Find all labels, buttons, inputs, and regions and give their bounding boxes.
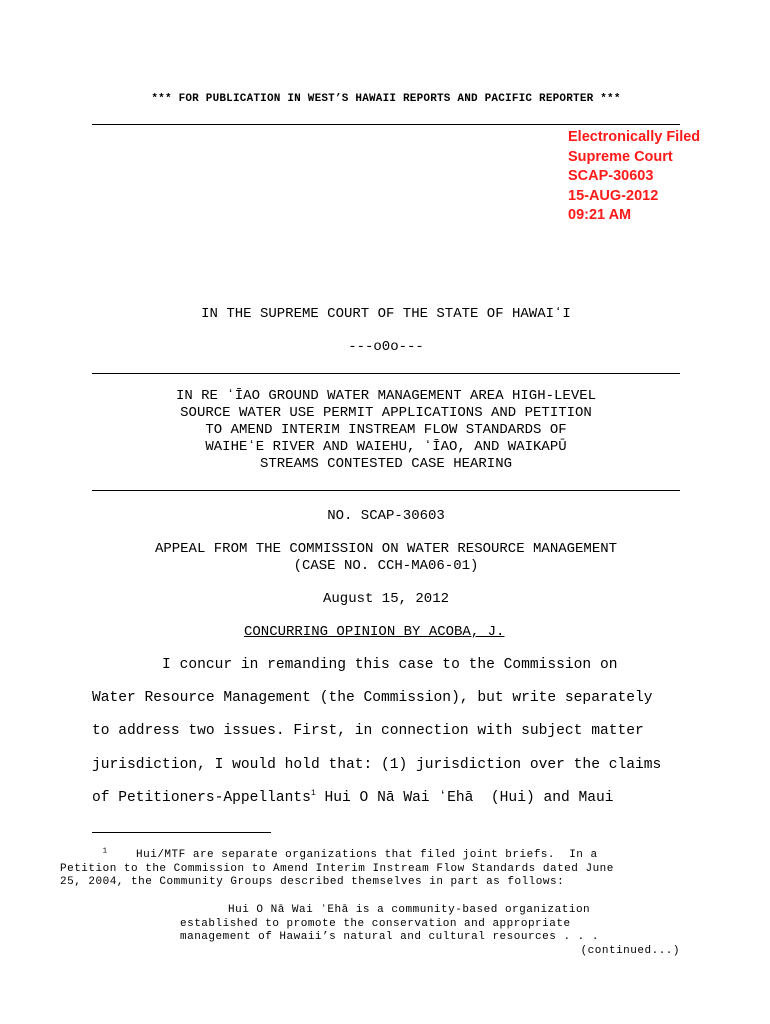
quote-line: Hui O Nā Wai ʻEhā is a community-based organization xyxy=(228,904,591,916)
footnote-reference[interactable]: 1 xyxy=(310,788,316,798)
appeal-case-number: (CASE NO. CCH-MA06-01) xyxy=(293,558,479,574)
caption-line: IN RE ʻĪAO GROUND WATER MANAGEMENT AREA HIGH-LEVEL xyxy=(175,388,597,404)
footnote-line: 25, 2004, the Community Groups described themselves in part as follows: xyxy=(60,876,565,889)
quote-line: established to promote the conservation and appropriate xyxy=(180,917,571,930)
decision-date: August 15, 2012 xyxy=(322,591,450,607)
stamp-line-time: 09:21 AM xyxy=(568,207,632,223)
quote-line: management of Hawaii’s natural and cultural resources . . . xyxy=(180,931,599,944)
publication-header: *** FOR PUBLICATION IN WEST’S HAWAII REPORTS AND PACIFIC REPORTER *** xyxy=(151,93,621,105)
body-line: to address two issues. First, in connection with subject matter xyxy=(92,723,644,740)
appeal-line: APPEAL FROM THE COMMISSION ON WATER RESOURCE MANAGEMENT xyxy=(154,541,618,557)
stamp-line-date: 15-AUG-2012 xyxy=(568,187,659,204)
footnote-rule xyxy=(92,832,271,833)
section-separator: ---o0o--- xyxy=(348,339,424,355)
footnote xyxy=(60,849,682,890)
body-line: I concur in remanding this case to the Commission on xyxy=(92,657,618,673)
electronic-filing-stamp xyxy=(568,128,700,226)
caption-line: TO AMEND INTERIM INSTREAM FLOW STANDARDS OF xyxy=(205,422,567,438)
body-line xyxy=(92,782,682,815)
body-line: Water Resource Management (the Commission), but write separately xyxy=(92,690,653,707)
footnote-quote xyxy=(60,904,682,959)
footnote-line: Petition to the Commission to Amend Interim Instream Flow Standards dated June xyxy=(60,862,614,875)
continued-marker: (continued...) xyxy=(580,945,680,958)
caption-line: WAIHEʻE RIVER AND WAIEHU, ʻĪAO, AND WAIKAPŪ xyxy=(205,439,567,455)
court-name: IN THE SUPREME COURT OF THE STATE OF HAWAIʻI xyxy=(201,306,571,322)
caption-line: STREAMS CONTESTED CASE HEARING xyxy=(259,456,513,472)
opinion-title: CONCURRING OPINION BY ACOBA, J. xyxy=(244,624,505,640)
caption-top-rule xyxy=(92,373,680,374)
body-text-segment: Hui O Nā Wai ʻEhā (Hui) and Maui xyxy=(315,789,614,806)
caption-line: SOURCE WATER USE PERMIT APPLICATIONS AND PETITION xyxy=(180,405,592,421)
appeal-source xyxy=(92,541,680,575)
opinion-body xyxy=(92,649,682,815)
case-caption xyxy=(92,388,680,473)
footnote-number: 1 xyxy=(102,847,108,856)
stamp-line-court: Supreme Court xyxy=(568,148,673,165)
header-rule xyxy=(92,124,680,125)
caption-bottom-rule xyxy=(92,490,680,491)
body-line: jurisdiction, I would hold that: (1) jurisdiction over the claims xyxy=(92,756,662,773)
stamp-line-filed: Electronically Filed xyxy=(568,129,701,145)
footnote-text: Hui/MTF are separate organizations that filed joint briefs. In a xyxy=(136,849,598,861)
footnote-line xyxy=(60,849,682,863)
docket-number: NO. SCAP-30603 xyxy=(327,508,445,524)
stamp-line-case: SCAP-30603 xyxy=(568,168,654,184)
body-text-segment: of Petitioners-Appellants xyxy=(92,789,311,806)
